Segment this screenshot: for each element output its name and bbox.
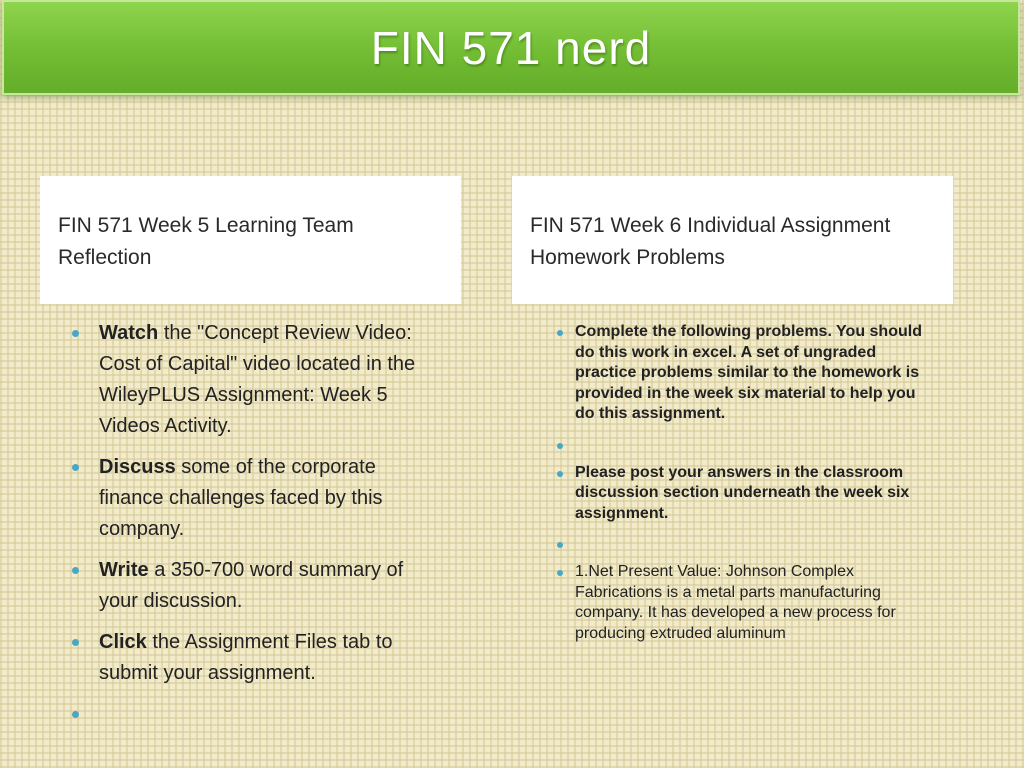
bullet-text: the Assignment Files tab to submit your assignment. xyxy=(99,631,393,684)
bullet-text: some of the corporate finance challenges faced by this company. xyxy=(99,456,383,540)
list-item xyxy=(557,562,922,644)
bullet-keyword: Click xyxy=(99,631,147,653)
list-item-empty xyxy=(557,534,922,552)
left-column-header: FIN 571 Week 5 Learning Team Reflection xyxy=(40,176,461,304)
slide-title: FIN 571 nerd xyxy=(370,21,652,74)
right-bullet-list xyxy=(557,322,922,654)
title-bar xyxy=(2,0,1020,95)
bullet-text: a 350-700 word summary of your discussion. xyxy=(99,559,404,612)
bullet-text: Please post your answers in the classroom discussion section underneath the week six assignment. xyxy=(575,463,910,522)
list-item xyxy=(72,318,442,442)
list-item xyxy=(72,555,442,617)
list-item xyxy=(557,463,922,525)
bullet-keyword: Discuss xyxy=(99,456,176,478)
left-bullet-list xyxy=(72,318,442,729)
bullet-text: 1.Net Present Value: Johnson Complex Fabrications is a metal parts manufacturing company. It has developed a new process for producing extruded aluminum xyxy=(575,563,896,642)
bullet-keyword: Watch xyxy=(99,322,159,344)
bullet-keyword: Write xyxy=(99,559,149,581)
bullet-text: the "Concept Review Video: Cost of Capital" video located in the WileyPLUS Assignment: Week 5 Videos Activity. xyxy=(99,322,416,437)
bullet-text: Complete the following problems. You should do this work in excel. A set of ungraded practice problems similar to the homework is provided in the week six material to help you do this assignment. xyxy=(575,323,922,422)
list-item xyxy=(557,322,922,425)
list-item-empty xyxy=(72,699,442,719)
list-item xyxy=(72,452,442,545)
list-item xyxy=(72,627,442,689)
right-column-header: FIN 571 Week 6 Individual Assignment Homework Problems xyxy=(512,176,953,304)
list-item-empty xyxy=(557,435,922,453)
